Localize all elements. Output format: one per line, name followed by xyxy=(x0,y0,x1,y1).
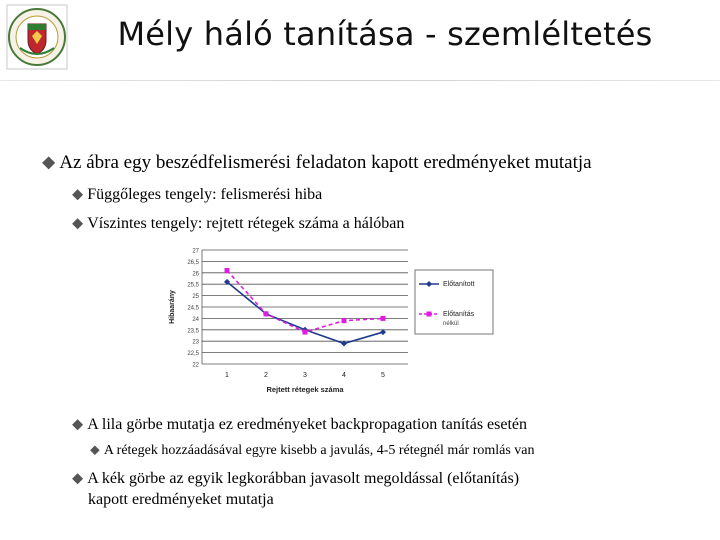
legend-label: nélkül xyxy=(443,321,459,327)
data-point xyxy=(225,268,230,273)
bullet-icon: ⬥ xyxy=(72,184,84,203)
bullet-text: A kék görbe az egyik legkorábban javasolt megoldással (előtanítás) xyxy=(87,470,520,487)
bullet-icon: ⬥ xyxy=(72,213,84,232)
slide-title: Mély háló tanítása - szemléltetés xyxy=(117,15,653,53)
sub-bullet-item xyxy=(72,184,322,204)
y-tick-label: 23,5 xyxy=(187,328,199,335)
y-axis-label: Hibaarány xyxy=(169,290,176,324)
y-tick-label: 26,5 xyxy=(187,259,199,266)
legend-label: Előtanítás xyxy=(443,311,475,318)
x-tick-label: 1 xyxy=(225,372,229,379)
y-tick-label: 22,5 xyxy=(187,351,199,358)
data-point xyxy=(342,318,347,323)
y-tick-label: 26 xyxy=(192,271,199,278)
header-divider xyxy=(0,80,720,81)
error-rate-chart xyxy=(160,240,500,405)
y-tick-label: 23 xyxy=(192,339,199,346)
y-tick-label: 25,5 xyxy=(187,282,199,289)
line-chart xyxy=(160,240,500,405)
data-point xyxy=(264,311,269,316)
y-tick-label: 22 xyxy=(192,362,199,369)
sub-sub-bullet-item xyxy=(90,442,535,459)
bullet-item xyxy=(42,151,592,174)
bullet-icon: ⬥ xyxy=(72,414,84,433)
x-axis-label: Rejtett rétegek száma xyxy=(266,385,344,394)
data-point xyxy=(303,330,308,335)
bullet-icon: ⬥ xyxy=(42,151,56,173)
y-tick-label: 24,5 xyxy=(187,305,199,312)
sub-bullet-item xyxy=(72,468,519,488)
legend-marker xyxy=(427,312,432,317)
y-tick-label: 25 xyxy=(192,294,199,301)
bullet-text: Víszintes tengely: rejtett rétegek száma a hálóban xyxy=(87,215,405,232)
x-tick-label: 2 xyxy=(264,372,268,379)
sub-bullet-item xyxy=(72,213,404,233)
bullet-icon: ⬥ xyxy=(90,442,100,458)
x-tick-label: 3 xyxy=(303,372,307,379)
bullet-text: kapott eredményeket mutatja xyxy=(88,491,274,508)
sub-bullet-item xyxy=(72,414,527,434)
bullet-text: A rétegek hozzáadásával egyre kisebb a javulás, 4-5 rétegnél már romlás van xyxy=(103,443,535,458)
slide-header xyxy=(0,0,720,75)
bullet-icon: ⬥ xyxy=(72,468,84,487)
x-tick-label: 5 xyxy=(381,372,385,379)
bullet-text: A lila görbe mutatja ez eredményeket backpropagation tanítás esetén xyxy=(87,416,528,433)
legend-label: Előtanított xyxy=(443,281,475,288)
y-tick-label: 27 xyxy=(192,248,199,255)
bullet-text: Az ábra egy beszédfelismerési feladaton kapott eredményeket mutatja xyxy=(59,152,592,173)
bullet-continuation xyxy=(88,491,274,509)
y-tick-label: 24 xyxy=(192,316,199,323)
bullet-text: Függőleges tengely: felismerési hiba xyxy=(87,186,323,203)
data-point xyxy=(381,316,386,321)
x-tick-label: 4 xyxy=(342,372,346,379)
coat-of-arms-logo xyxy=(6,4,68,70)
